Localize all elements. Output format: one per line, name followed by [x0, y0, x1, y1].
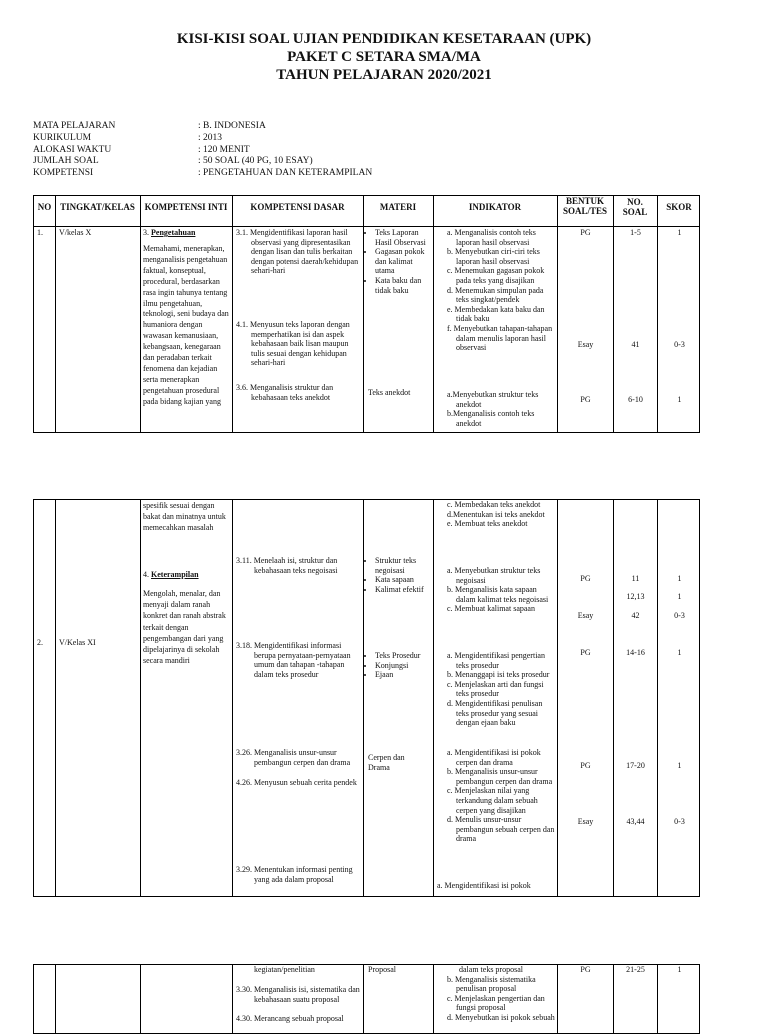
indikator-item: a.Menyebutkan struktur teks anekdot	[447, 390, 539, 409]
ki-pengetahuan-text: Memahami, menerapkan, menganalisis pengetahuan faktual, konseptual, procedural, berdasarkan rasa ingin tahunya tentang ilmu pengetahuan, teknologi, seni budaya dan humaniora dengan wawasan kemanusiaan, kebangsaan, kenegaraan dan peradaban terkait fenomena dan kejadian serta menerapkan pengetahuan prosedural pada bidang kajian yang	[143, 244, 229, 406]
meta-value: : PENGETAHUAN DAN KETERAMPILAN	[198, 168, 373, 179]
indikator-item: b. Menganalisis unsur-unsur pembangun cerpen dan drama	[447, 767, 553, 786]
materi-item: • Kalimat efektif	[375, 585, 432, 595]
kd-3-6: 3.6. Menganalisis struktur dan kebahasaan teks anekdot	[236, 383, 334, 402]
indikator-item: b. Menyebutkan ciri-ciri teks laporan hasil observasi	[447, 247, 540, 266]
no-soal-cell: 11	[631, 574, 640, 583]
skor-cell: 1	[677, 592, 682, 601]
kd-4-1: 4.1. Menyusun teks laporan dengan memperhatikan isi dan aspek kebahasaan baik lisan maupun tulis sesuai dengan kehidupan sehari-hari	[236, 320, 350, 368]
materi-item: • Teks Prosedur	[375, 651, 432, 661]
meta-value: : 120 MENIT	[198, 144, 250, 155]
kd-3-30: 3.30. Menganalisis isi, sistematika dan kebahasaan suatu proposal	[236, 985, 360, 1004]
indikator-item: a. Mengidentifikasi pengertian teks prosedur	[447, 651, 545, 670]
row-kelas: V/kelas X	[59, 228, 92, 237]
header-no: NO	[37, 202, 52, 212]
header-bentuk: BENTUK SOAL/TES	[562, 196, 608, 216]
header-kompetensi-inti: KOMPETENSI INTI	[144, 202, 228, 212]
bentuk-cell: PG	[580, 395, 591, 404]
materi-item: • Teks Laporan Hasil Observasi	[375, 228, 432, 247]
indikator-item: b. Menanggapi isi teks prosedur	[447, 670, 550, 680]
indikator-item: e. Membedakan kata baku dan tidak baku	[447, 304, 545, 324]
indikator-item: e. Membuat teks anekdot	[447, 519, 528, 529]
kd-3-26: 3.26. Menganalisis unsur-unsur pembangun cerpen dan drama	[236, 748, 351, 767]
ki-keterampilan-heading: 4. Keterampilan	[143, 570, 199, 579]
no-soal-cell: 17-20	[626, 761, 645, 770]
ki-pengetahuan-heading: 3. Pengetahuan	[143, 228, 196, 237]
header-skor: SKOR	[666, 202, 692, 212]
meta-row	[33, 156, 372, 168]
indikator-item: b.Menganalisis contoh teks anekdot	[447, 409, 535, 428]
indikator-item: d. Menulis unsur-unsur pembangun sebuah cerpen dan drama	[447, 815, 555, 844]
skor-cell: 0-3	[674, 611, 685, 620]
indikator-list-anekdot-cont	[437, 500, 555, 529]
indikator-item: c. Membedakan teks anekdot	[447, 500, 541, 509]
meta-row	[33, 168, 372, 180]
indikator-item: c. Menjelaskan arti dan fungsi teks prosedur	[447, 679, 544, 699]
indikator-item: c. Menemukan gagasan pokok pada teks yang disajikan	[447, 266, 545, 285]
header-kompetensi-dasar: KOMPETENSI DASAR	[250, 202, 345, 212]
meta-value: : 50 SOAL (40 PG, 10 ESAY)	[198, 156, 313, 167]
indikator-item: c. Menjelaskan pengertian dan fungsi proposal	[447, 993, 545, 1013]
metadata-block	[33, 121, 372, 180]
indikator-item: f. Menyebutkan tahapan-tahapan dalam menulis laporan hasil observasi	[447, 323, 553, 353]
row-kelas: V/Kelas XI	[59, 638, 96, 647]
indikator-list-prosedur	[437, 651, 555, 728]
kd-3-18: 3.18. Mengidentifikasi informasi berupa pernyataan-pernyataan umum dan tahapan -tahapan dalam teks prosedur	[236, 641, 351, 679]
kd-4-30: 4.30. Merancang sebuah proposal	[236, 1014, 344, 1023]
materi-list	[366, 651, 432, 680]
indikator-item: c. Membuat kalimat sapaan	[447, 604, 535, 614]
bentuk-cell: Esay	[577, 340, 594, 349]
materi-list	[366, 228, 432, 295]
no-soal-cell: 14-16	[626, 648, 645, 657]
indikator-item: b. Menganalisis kata sapaan dalam kalimat teks negoisasi	[447, 585, 549, 604]
materi-cerpen: Cerpen dan Drama	[368, 753, 405, 772]
indikator-item: b. Menganalisis sistematika penulisan proposal	[447, 974, 536, 994]
bentuk-cell: Esay	[577, 611, 594, 620]
doc-title-line1: KISI-KISI SOAL UJIAN PENDIDIKAN KESETARAAN (UPK)	[176, 31, 592, 47]
meta-row	[33, 133, 372, 145]
indikator-item: a. Menyebutkan struktur teks negoisasi	[447, 566, 541, 585]
bentuk-cell: Esay	[577, 817, 594, 826]
indikator-list	[437, 228, 555, 353]
meta-value: : 2013	[198, 132, 223, 143]
no-soal-cell: 12,13	[626, 592, 645, 601]
indikator-item: d. Menyebutkan isi pokok sebuah	[447, 1012, 555, 1022]
no-soal-cell: 6-10	[628, 395, 643, 404]
bentuk-cell: PG	[580, 648, 591, 657]
indikator-item: dalam teks proposal	[459, 965, 523, 974]
skor-cell: 1	[677, 761, 682, 770]
bentuk-cell: PG	[580, 228, 591, 237]
kd-3-1: 3.1. Mengidentifikasi laporan hasil observasi yang dipresentasikan dengan lisan dan tulis berkaitan dengan potensi daerah/kehidupan sehari-hari	[236, 228, 359, 276]
header-tingkat: TINGKAT/KELAS	[60, 202, 135, 212]
indikator-item: d. Menemukan simpulan pada teks singkat/pendek	[447, 285, 544, 305]
skor-cell: 0-3	[674, 340, 685, 349]
doc-title-line3: TAHUN PELAJARAN 2020/2021	[276, 67, 492, 83]
meta-label: MATA PELAJARAN	[33, 121, 116, 131]
skor-cell: 1	[677, 574, 682, 583]
no-soal-cell: 41	[631, 340, 640, 349]
kd-3-11: 3.11. Menelaah isi, struktur dan kebahasaan teks negoisasi	[236, 556, 338, 575]
kd-3-29: 3.29. Menentukan informasi penting yang ada dalam proposal	[236, 865, 353, 884]
ki-pengetahuan-continued: spesifik sesuai dengan bakat dan minatnya untuk memecahkan masalah	[143, 501, 226, 532]
row-number: 2.	[37, 638, 43, 647]
materi-item: • Gagasan pokok dan kalimat utama	[375, 247, 432, 276]
meta-label: JUMLAH SOAL	[33, 156, 99, 167]
indikator-list-negoisasi	[437, 566, 555, 614]
materi-item: • Konjungsi	[375, 661, 432, 671]
skor-cell: 1	[677, 648, 682, 657]
doc-title-line2: PAKET C SETARA SMA/MA	[287, 49, 481, 65]
kd-continued: kegiatan/penelitian	[254, 965, 315, 974]
materi-item: • Struktur teks negoisasi	[375, 556, 432, 575]
bentuk-cell: PG	[580, 574, 591, 583]
indikator-item: d. Mengidentifikasi penulisan teks prosedur yang sesuai dengan ejaan baku	[447, 698, 543, 728]
materi-proposal: Proposal	[368, 965, 396, 974]
header-indikator: INDIKATOR	[468, 202, 522, 212]
materi-item: • Kata baku dan tidak baku	[375, 276, 432, 295]
meta-label: KURIKULUM	[33, 132, 92, 143]
indikator-item: c. Menjelaskan nilai yang terkandung dalam sebuah cerpen yang disajikan	[447, 786, 538, 815]
meta-value: : B. INDONESIA	[198, 121, 266, 131]
indikator-list-anekdot	[437, 390, 555, 428]
no-soal-cell: 43,44	[626, 817, 645, 826]
header-no-soal: NO. SOAL	[622, 197, 648, 217]
skor-cell: 1	[677, 965, 682, 974]
indikator-item: d.Menentukan isi teks anekdot	[447, 509, 545, 519]
materi-list	[366, 556, 432, 594]
ki-keterampilan-text: Mengolah, menalar, dan menyaji dalam ranah konkret dan ranah abstrak terkait dengan pengembangan dari yang dipelajarinya di sekolah secara mandiri	[143, 589, 226, 666]
bentuk-cell: PG	[580, 965, 591, 974]
no-soal-cell: 21-25	[626, 965, 645, 974]
bentuk-cell: PG	[580, 761, 591, 770]
indikator-list-cerpen	[437, 748, 555, 844]
materi-item: • Kata sapaan	[375, 575, 432, 585]
meta-label: KOMPETENSI	[33, 168, 94, 179]
row-number: 1.	[37, 228, 43, 237]
meta-label: ALOKASI WAKTU	[33, 144, 112, 155]
indikator-proposal: a. Mengidentifikasi isi pokok	[437, 881, 531, 890]
materi-anekdot: Teks anekdot	[368, 388, 411, 397]
kisi-table-page1	[33, 195, 700, 433]
skor-cell: 1	[677, 395, 682, 404]
kd-4-26: 4.26. Menyusun sebuah cerita pendek	[236, 778, 357, 787]
indikator-item: a. Mengidentifikasi isi pokok cerpen dan drama	[447, 748, 541, 767]
skor-cell: 0-3	[674, 817, 685, 826]
meta-row	[33, 121, 372, 133]
meta-row	[33, 145, 372, 157]
materi-item: • Ejaan	[375, 670, 432, 680]
no-soal-cell: 42	[631, 611, 640, 620]
indikator-item: a. Menganalisis contoh teks laporan hasil observasi	[447, 228, 536, 247]
skor-cell: 1	[677, 228, 682, 237]
no-soal-cell: 1-5	[630, 228, 641, 237]
indikator-list-proposal	[437, 965, 555, 1023]
kisi-table-page2	[33, 499, 700, 897]
header-materi: MATERI	[379, 202, 417, 212]
